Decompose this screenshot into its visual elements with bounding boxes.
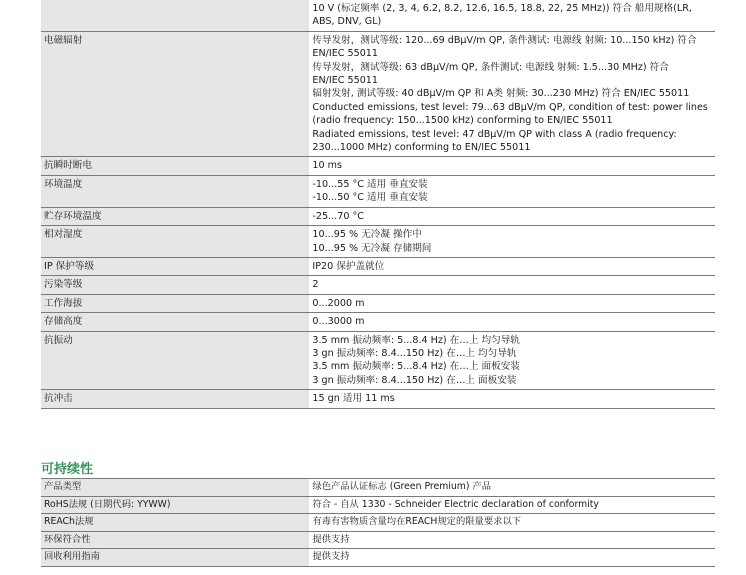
spec-value-line: Radiated emissions, test level: 47 dBμV/m QP with class A (radio frequency: [312,128,677,140]
spec-value [309,294,715,312]
spec-value-line: 传导发射，测试等级: 63 dBμV/m QP, 条件测试: 电源线 射频: 1.5...30 MHz) 符合 [312,61,669,73]
spec-value [309,226,715,258]
spec-value-line: 3.5 mm 振动频率: 5...8.4 Hz) 在…上 面板安装 [312,361,520,373]
spec-label: 污染等级 [41,276,309,294]
spec-value-line: EN/IEC 55011 [312,75,379,87]
sustainability-row [41,549,715,567]
sustainability-row [41,496,715,514]
spec-value-line: -10...50 °C 适用 垂直安装 [312,192,428,204]
spec-label: 存储高度 [41,313,309,331]
spec-row [41,157,715,175]
spec-value [309,157,715,175]
spec-row [41,226,715,258]
spec-value [309,0,715,31]
sustainability-label: RoHS法规 (日期代码: YYWW) [41,496,309,514]
spec-row [41,276,715,294]
sustainability-label: REACh法规 [41,514,309,532]
spec-row [41,257,715,275]
spec-value-line: 3 gn 振动频率: 8.4...150 Hz) 在…上 均匀导轨 [312,347,517,359]
spec-label [41,0,309,31]
spec-value-line: 15 gn 适用 11 ms [312,393,395,405]
spec-value [309,331,715,390]
spec-table [41,0,715,409]
sustainability-row [41,479,715,497]
section-title-sustainability: 可持续性 [41,462,94,477]
spec-row [41,175,715,207]
spec-sheet [41,0,715,563]
spec-value-line: 0...2000 m [312,297,365,309]
spec-value [309,31,715,157]
spec-label: 抗振动 [41,331,309,390]
sustainability-value: 符合 - 自从 1330 - Schneider Electric declaration of conformity [309,496,715,514]
spec-value-line: 230...1000 MHz) conforming to EN/IEC 55011 [312,142,531,154]
spec-label: 相对湿度 [41,226,309,258]
sustainability-label: 回收利用指南 [41,549,309,567]
spec-label: 抗冲击 [41,390,309,408]
sustainability-row [41,531,715,549]
spec-value [309,257,715,275]
spec-value-line: 传导发射，测试等级: 120...69 dBμV/m QP, 条件测试: 电源线 射频: 10...150 kHz) 符合 [312,34,697,46]
sustainability-value: 有毒有害物质含量均在REACH规定的限量要求以下 [309,514,715,532]
spec-value [309,175,715,207]
spec-value-line: 2 [312,279,319,291]
spec-label: IP 保护等级 [41,257,309,275]
spec-row [41,390,715,408]
sustainability-table [41,478,715,567]
sustainability-label: 环保符合性 [41,531,309,549]
spec-label: 抗瞬时断电 [41,157,309,175]
spec-value-line: 3 gn 振动频率: 8.4...150 Hz) 在…上 面板安装 [312,374,517,386]
sustainability-label: 产品类型 [41,479,309,497]
spec-value-line: 10 ms [312,160,342,172]
spec-row [41,207,715,225]
spec-value [309,390,715,408]
spec-value-line: -10...55 °C 适用 垂直安装 [312,178,428,190]
spec-row [41,331,715,390]
spec-row [41,313,715,331]
spec-value [309,313,715,331]
spec-value [309,207,715,225]
spec-label: 工作海拔 [41,294,309,312]
spec-value-line: Conducted emissions, test level: 79...63 dBμV/m QP, condition of test: power lines [312,101,708,113]
spec-row [41,31,715,157]
spec-label: 环境温度 [41,175,309,207]
sustainability-value: 绿色产品认证标志 (Green Premium) 产品 [309,479,715,497]
sustainability-row [41,514,715,532]
spec-label: 贮存环境温度 [41,207,309,225]
spec-value-line: 10 V (标定频率 (2, 3, 4, 6.2, 8.2, 12.6, 16.5, 18.8, 22, 25 MHz)) 符合 船用规格(LR, [312,3,692,14]
spec-label: 电磁辐射 [41,31,309,157]
spec-row [41,294,715,312]
spec-value-line: 辐射发射, 测试等级: 40 dBμV/m QP 和 A类 射频: 30...230 MHz) 符合 EN/IEC 55011 [312,88,690,100]
spec-value-line: IP20 保护盖就位 [312,260,385,272]
spec-value-line: 10...95 % 无冷凝 存储期间 [312,242,432,254]
spec-value-line: -25...70 °C [312,210,364,222]
sustainability-value: 提供支持 [309,531,715,549]
spec-row [41,0,715,31]
spec-value-line: 10...95 % 无冷凝 操作中 [312,229,422,241]
sustainability-value: 提供支持 [309,549,715,567]
spec-value-line: 3.5 mm 振动频率: 5...8.4 Hz) 在…上 均匀导轨 [312,334,520,346]
spec-value-line: 0...3000 m [312,316,365,328]
spec-value-line: (radio frequency: 150...1500 kHz) conforming to EN/IEC 55011 [312,115,613,127]
spec-value-line: ABS, DNV, GL) [312,16,382,28]
spec-value-line: EN/IEC 55011 [312,48,379,60]
spec-value [309,276,715,294]
